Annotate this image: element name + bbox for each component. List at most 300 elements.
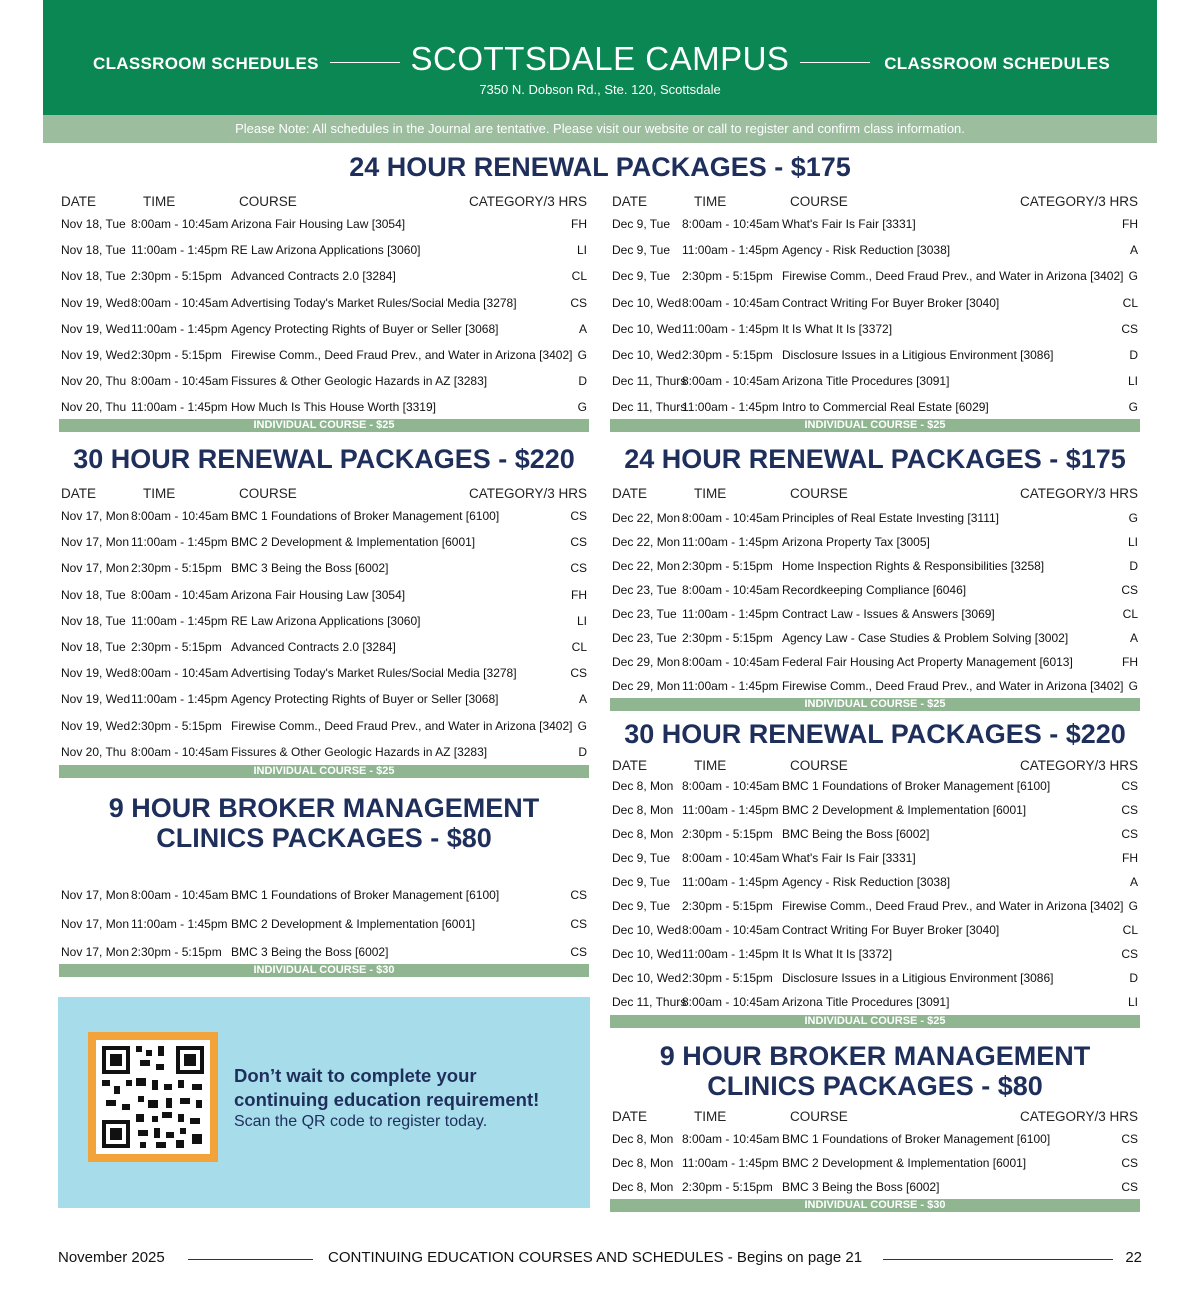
row-date: Nov 18, Tue [61,269,126,284]
row-category: LI [576,613,587,628]
row-category: A [578,692,587,707]
row-category: LI [1127,374,1138,389]
table-body [59,888,589,974]
row-course: Agency Protecting Rights of Buyer or Seller [3068] [231,321,499,336]
table-row [610,322,1140,348]
row-time: 11:00am - 1:45pm [682,947,779,961]
row-date: Dec 22, Mon [612,559,681,573]
campus-header [43,0,1157,115]
row-category: FH [1122,851,1138,865]
row-category: A [1129,875,1138,889]
row-course: BMC 1 Foundations of Broker Management [6100] [231,509,500,523]
row-category: A [1129,631,1138,645]
table-row [610,511,1140,535]
row-time: 2:30pm - 5:15pm [131,269,222,284]
promo-subtext: Scan the QR code to register today. [234,1113,488,1130]
row-time: 2:30pm - 5:15pm [682,631,773,645]
table-header [59,194,589,212]
row-time: 11:00am - 1:45pm [682,400,779,415]
table-row [610,217,1140,243]
row-time: 8:00am - 10:45am [131,587,229,602]
footer-divider [883,1259,1113,1260]
col-category: CATEGORY/3 HRS [1019,758,1138,773]
table-row [59,888,589,917]
row-time: 11:00am - 1:45pm [682,875,779,889]
row-time: 11:00am - 1:45pm [682,243,779,258]
row-date: Dec 8, Mon [612,1180,674,1194]
row-time: 8:00am - 10:45am [131,888,229,902]
row-date: Nov 17, Mon [61,561,130,576]
row-date: Dec 23, Tue [612,583,677,597]
row-category: LI [1127,995,1138,1009]
table-row [59,588,589,614]
footer-section-title: CONTINUING EDUCATION COURSES AND SCHEDULES - Begins on page 21 [328,1249,863,1266]
table-body [59,509,589,771]
table-row [610,803,1140,827]
table-row [610,296,1140,322]
row-course: BMC 2 Development & Implementation [6001] [782,1156,1027,1170]
row-time: 8:00am - 10:45am [131,295,229,310]
table-row [59,322,589,348]
row-time: 8:00am - 10:45am [682,655,780,669]
row-time: 8:00am - 10:45am [131,744,229,759]
row-category: FH [1122,217,1138,231]
row-date: Nov 18, Tue [61,640,126,654]
title-line: CLINICS PACKAGES - $80 [707,1071,1043,1101]
row-course: Home Inspection Rights & Responsibilities [3258] [782,559,1045,573]
row-course: BMC 2 Development & Implementation [6001] [782,803,1027,817]
row-category: CS [1121,779,1138,793]
header-left-label: CLASSROOM SCHEDULES [93,54,319,73]
row-date: Nov 18, Tue [61,243,126,258]
qr-code-frame[interactable] [88,1032,218,1162]
table-row [610,607,1140,631]
col-category: CATEGORY/3 HRS [1019,486,1138,501]
row-course: It Is What It Is [3372] [782,321,893,336]
row-time: 8:00am - 10:45am [682,995,780,1009]
row-course: BMC 3 Being the Boss [6002] [231,945,389,960]
row-category: CS [1121,947,1138,961]
row-time: 8:00am - 10:45am [131,509,229,523]
footer-month: November 2025 [58,1249,165,1266]
row-date: Dec 10, Wed [612,971,682,985]
row-category: D [1129,559,1138,573]
table-row [59,374,589,400]
row-date: Dec 8, Mon [612,779,674,793]
page-title: SCOTTSDALE CAMPUS [410,40,790,77]
row-category: D [1129,348,1138,362]
col-date: DATE [612,194,648,209]
table-row [610,535,1140,559]
row-category: CS [1121,583,1138,597]
section-title-9hr-left [59,793,589,853]
table-row [610,827,1140,851]
col-category: CATEGORY/3 HRS [468,194,587,209]
row-category: CL [1122,923,1138,937]
individual-course-bar: INDIVIDUAL COURSE - $25 [610,419,1140,432]
row-course: Firewise Comm., Deed Fraud Prev., and Water in Arizona [3402] [782,269,1124,284]
row-category: D [1129,971,1138,985]
row-course: BMC 3 Being the Boss [6002] [782,1180,940,1194]
table-row [59,692,589,718]
row-time: 8:00am - 10:45am [131,666,229,681]
row-course: Contract Writing For Buyer Broker [3040] [782,295,1000,310]
row-course: Arizona Property Tax [3005] [782,535,930,549]
row-course: Contract Writing For Buyer Broker [3040] [782,923,1000,937]
table-row [59,719,589,745]
row-date: Dec 9, Tue [612,269,671,284]
row-category: G [1128,400,1138,415]
row-course: RE Law Arizona Applications [3060] [231,243,421,258]
header-right-label: CLASSROOM SCHEDULES [884,54,1110,73]
col-time: TIME [694,194,727,209]
individual-course-bar: INDIVIDUAL COURSE - $25 [610,698,1140,711]
row-time: 11:00am - 1:45pm [131,613,228,628]
row-category: CS [1121,1132,1138,1146]
row-time: 11:00am - 1:45pm [131,321,228,336]
row-time: 8:00am - 10:45am [682,851,780,865]
table-row [610,923,1140,947]
row-date: Dec 8, Mon [612,1156,674,1170]
individual-course-bar: INDIVIDUAL COURSE - $25 [610,1015,1140,1028]
row-course: It Is What It Is [3372] [782,947,893,961]
row-date: Nov 17, Mon [61,916,130,931]
row-time: 8:00am - 10:45am [682,217,780,231]
row-course: Advertising Today's Market Rules/Social Media [3278] [231,295,517,310]
footer-divider [188,1259,313,1260]
row-course: Agency Law - Case Studies & Problem Solving [3002] [782,631,1069,645]
right-dec-block [610,194,1140,427]
col-course: COURSE [790,758,848,773]
table-header [59,486,589,504]
row-category: CS [570,945,587,960]
row-course: Disclosure Issues in a Litigious Environment [3086] [782,971,1054,985]
col-category: CATEGORY/3 HRS [1019,1109,1138,1124]
row-course: Disclosure Issues in a Litigious Environment [3086] [782,348,1054,362]
row-date: Nov 18, Tue [61,613,126,628]
row-time: 2:30pm - 5:15pm [682,559,773,573]
table-row [610,559,1140,583]
row-course: Firewise Comm., Deed Fraud Prev., and Water in Arizona [3402] [782,679,1124,693]
row-course: Arizona Title Procedures [3091] [782,374,950,389]
table-header [610,1109,1140,1127]
row-date: Dec 23, Tue [612,607,677,621]
row-time: 8:00am - 10:45am [682,295,780,310]
table-row [610,947,1140,971]
table-body [610,1132,1140,1204]
row-course: Intro to Commercial Real Estate [6029] [782,400,989,415]
row-date: Dec 9, Tue [612,899,671,913]
row-time: 11:00am - 1:45pm [131,535,228,550]
row-time: 8:00am - 10:45am [682,374,780,389]
col-course: COURSE [790,1109,848,1124]
table-row [610,1156,1140,1180]
row-date: Dec 22, Mon [612,511,681,525]
section-title-30hr-right: 30 HOUR RENEWAL PACKAGES - $220 [624,719,1126,749]
table-row [610,875,1140,899]
qr-code-icon [96,1040,210,1154]
table-row [610,655,1140,679]
row-date: Dec 10, Wed [612,295,682,310]
row-time: 11:00am - 1:45pm [131,692,228,707]
row-time: 8:00am - 10:45am [682,923,780,937]
table-row [59,296,589,322]
col-course: COURSE [239,194,297,209]
table-row [59,269,589,295]
table-row [59,535,589,561]
row-category: CS [570,888,587,902]
row-course: BMC 1 Foundations of Broker Management [6100] [782,1132,1051,1146]
row-category: CL [1122,295,1138,310]
left-30hr-block [59,486,589,771]
promo-line: Don’t wait to complete your [234,1065,477,1086]
row-date: Nov 17, Mon [61,945,130,960]
col-date: DATE [61,194,97,209]
row-category: CS [1121,1156,1138,1170]
row-category: CS [570,561,587,576]
row-date: Dec 29, Mon [612,679,681,693]
row-category: CS [1121,803,1138,817]
row-time: 2:30pm - 5:15pm [682,1180,773,1194]
title-line: CLINICS PACKAGES - $80 [156,823,492,853]
table-row [59,614,589,640]
col-time: TIME [694,758,727,773]
section-title-9hr-right [610,1041,1140,1101]
row-category: FH [571,587,587,602]
row-date: Nov 19, Wed [61,666,131,681]
table-row [59,217,589,243]
row-course: Contract Law - Issues & Answers [3069] [782,607,995,621]
row-category: CS [570,535,587,550]
row-date: Dec 9, Tue [612,243,671,258]
row-time: 11:00am - 1:45pm [682,535,779,549]
row-date: Dec 11, Thurs [612,374,687,389]
table-row [610,631,1140,655]
col-time: TIME [143,194,176,209]
row-time: 8:00am - 10:45am [131,217,229,231]
row-category: G [1128,899,1138,913]
individual-course-bar: INDIVIDUAL COURSE - $30 [610,1199,1140,1212]
row-date: Nov 19, Wed [61,348,131,362]
col-course: COURSE [239,486,297,501]
row-category: G [1128,511,1138,525]
table-row [610,583,1140,607]
row-course: Arizona Fair Housing Law [3054] [231,217,406,231]
row-date: Dec 29, Mon [612,655,681,669]
row-category: CS [570,916,587,931]
row-time: 2:30pm - 5:15pm [682,899,773,913]
row-course: Advanced Contracts 2.0 [3284] [231,269,396,284]
row-course: BMC 1 Foundations of Broker Management [6100] [231,888,500,902]
table-row [610,899,1140,923]
row-course: RE Law Arizona Applications [3060] [231,613,421,628]
row-time: 11:00am - 1:45pm [682,607,779,621]
campus-address: 7350 N. Dobson Rd., Ste. 120, Scottsdale [479,82,721,97]
row-category: D [578,744,587,759]
table-body [610,217,1140,427]
row-date: Dec 10, Wed [612,348,682,362]
table-row [59,666,589,692]
row-course: What's Fair Is Fair [3331] [782,851,916,865]
row-time: 11:00am - 1:45pm [131,916,228,931]
row-course: Fissures & Other Geologic Hazards in AZ [3283] [231,744,488,759]
row-category: A [578,321,587,336]
row-date: Nov 19, Wed [61,692,131,707]
row-course: Advertising Today's Market Rules/Social Media [3278] [231,666,517,681]
table-row [59,509,589,535]
page-number: 22 [1125,1249,1142,1266]
right-9hr-block [610,1109,1140,1204]
table-row [59,348,589,374]
col-date: DATE [612,758,648,773]
col-date: DATE [61,486,97,501]
individual-course-bar: INDIVIDUAL COURSE - $25 [59,419,589,432]
table-body [59,217,589,427]
row-date: Dec 8, Mon [612,1132,674,1146]
row-category: CS [1121,321,1138,336]
row-date: Dec 11, Thurs [612,995,687,1009]
row-course: BMC 1 Foundations of Broker Management [6100] [782,779,1051,793]
header-divider-right [800,62,870,63]
row-course: Agency - Risk Reduction [3038] [782,875,951,889]
table-row [59,561,589,587]
row-course: How Much Is This House Worth [3319] [231,400,436,415]
row-course: Agency - Risk Reduction [3038] [782,243,951,258]
row-category: FH [571,217,587,231]
row-date: Nov 19, Wed [61,295,131,310]
col-time: TIME [694,1109,727,1124]
row-date: Nov 20, Thu [61,374,127,389]
row-date: Nov 20, Thu [61,400,127,415]
table-row [610,971,1140,995]
table-row [59,640,589,666]
row-category: CL [571,640,587,654]
row-time: 2:30pm - 5:15pm [682,971,773,985]
row-category: G [577,718,587,733]
table-row [610,851,1140,875]
row-time: 11:00am - 1:45pm [682,679,779,693]
row-time: 2:30pm - 5:15pm [682,348,773,362]
col-category: CATEGORY/3 HRS [468,486,587,501]
table-header [610,758,1140,776]
left-24hr-block [59,194,589,427]
table-body [610,779,1140,1019]
row-category: CL [571,269,587,284]
row-time: 11:00am - 1:45pm [131,400,228,415]
row-time: 2:30pm - 5:15pm [131,640,222,654]
row-category: CS [570,295,587,310]
row-course: Recordkeeping Compliance [6046] [782,583,967,597]
row-date: Dec 9, Tue [612,851,671,865]
row-course: Fissures & Other Geologic Hazards in AZ [3283] [231,374,488,389]
row-time: 11:00am - 1:45pm [682,803,779,817]
row-time: 11:00am - 1:45pm [682,321,779,336]
col-category: CATEGORY/3 HRS [1019,194,1138,209]
row-date: Nov 18, Tue [61,217,126,231]
row-course: BMC 3 Being the Boss [6002] [231,561,389,576]
table-header [610,486,1140,504]
row-course: Federal Fair Housing Act Property Management [6013] [782,655,1073,669]
row-time: 2:30pm - 5:15pm [682,269,773,284]
row-category: CS [570,509,587,523]
row-category: D [578,374,587,389]
row-course: BMC Being the Boss [6002] [782,827,930,841]
row-date: Nov 19, Wed [61,321,131,336]
row-category: G [577,400,587,415]
row-course: Firewise Comm., Deed Fraud Prev., and Water in Arizona [3402] [231,718,573,733]
table-row [59,243,589,269]
row-category: G [1128,679,1138,693]
section-title-24hr-right: 24 HOUR RENEWAL PACKAGES - $175 [624,444,1126,474]
row-date: Dec 8, Mon [612,827,674,841]
row-date: Dec 10, Wed [612,321,682,336]
row-date: Dec 10, Wed [612,947,682,961]
table-row [610,374,1140,400]
row-course: BMC 2 Development & Implementation [6001] [231,535,476,550]
col-date: DATE [612,1109,648,1124]
row-time: 8:00am - 10:45am [131,374,229,389]
row-date: Dec 9, Tue [612,875,671,889]
table-header [610,194,1140,212]
table-row [610,269,1140,295]
row-date: Nov 20, Thu [61,744,127,759]
promo-line: continuing education requirement! [234,1089,540,1110]
row-date: Dec 8, Mon [612,803,674,817]
row-time: 2:30pm - 5:15pm [131,348,222,362]
table-row [610,779,1140,803]
right-24hr-block [610,486,1140,703]
row-date: Dec 9, Tue [612,217,671,231]
row-date: Nov 18, Tue [61,587,126,602]
col-time: TIME [143,486,176,501]
row-course: Firewise Comm., Deed Fraud Prev., and Water in Arizona [3402] [782,899,1124,913]
row-category: A [1129,243,1138,258]
row-date: Nov 19, Wed [61,718,131,733]
table-row [610,1132,1140,1156]
row-course: Principles of Real Estate Investing [3111] [782,511,1000,525]
col-date: DATE [612,486,648,501]
section-title-30hr-left: 30 HOUR RENEWAL PACKAGES - $220 [73,444,575,474]
row-category: G [577,348,587,362]
row-course: Arizona Title Procedures [3091] [782,995,950,1009]
table-row [610,243,1140,269]
col-course: COURSE [790,194,848,209]
row-course: Firewise Comm., Deed Fraud Prev., and Water in Arizona [3402] [231,348,573,362]
table-row [610,348,1140,374]
row-time: 8:00am - 10:45am [682,1132,780,1146]
right-30hr-block [610,758,1140,1019]
row-category: CL [1122,607,1138,621]
row-date: Nov 17, Mon [61,509,130,523]
row-date: Dec 10, Wed [612,923,682,937]
row-time: 11:00am - 1:45pm [682,1156,779,1170]
row-category: LI [576,243,587,258]
row-course: Arizona Fair Housing Law [3054] [231,587,406,602]
row-time: 11:00am - 1:45pm [131,243,228,258]
row-time: 8:00am - 10:45am [682,511,780,525]
title-line: 9 HOUR BROKER MANAGEMENT [659,1041,1091,1071]
promo-box [58,997,590,1208]
row-time: 2:30pm - 5:15pm [131,561,222,576]
row-category: CS [1121,827,1138,841]
row-category: CS [1121,1180,1138,1194]
row-category: FH [1122,655,1138,669]
row-date: Nov 17, Mon [61,535,130,550]
row-date: Dec 23, Tue [612,631,677,645]
table-body [610,511,1140,703]
promo-headline [234,1064,574,1112]
row-time: 8:00am - 10:45am [682,779,780,793]
